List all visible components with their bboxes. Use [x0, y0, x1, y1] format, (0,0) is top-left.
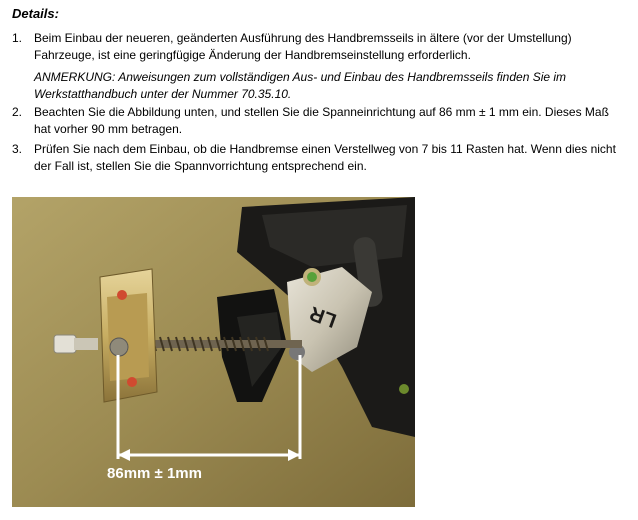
- list-item-1: [12, 30, 626, 103]
- list-item-3: [12, 141, 626, 175]
- item-number: 1.: [12, 31, 23, 45]
- measurement-label: 86mm ± 1mm: [107, 465, 202, 482]
- item-number: 3.: [12, 142, 23, 156]
- item-text: Beim Einbau der neueren, geänderten Ausführung des Handbremsseils in ältere (vor der Umstellung) Fahrzeuge, ist eine geringfügige Änderung der Handbremseinstellung erforderlich.: [34, 31, 572, 62]
- part-marking: LR: [306, 301, 340, 332]
- details-heading: Details:: [12, 6, 59, 21]
- item-text: Beachten Sie die Abbildung unten, und stellen Sie die Spanneinrichtung auf 86 mm ± 1 mm ein. Dieses Maß hat vorher 90 mm betragen.: [34, 105, 609, 136]
- handbrake-photo: [12, 197, 415, 507]
- item-number: 2.: [12, 105, 23, 119]
- item-note: ANMERKUNG: Anweisungen zum vollständigen Aus- und Einbau des Handbremsseils finden Sie im Werkstatthandbuch unter der Nummer 70.35.10.: [34, 70, 567, 101]
- list-item-2: [12, 104, 626, 138]
- item-text: Prüfen Sie nach dem Einbau, ob die Handbremse einen Verstellweg von 7 bis 11 Rasten hat. Wenn dies nicht der Fall ist, stellen Sie die Spannvorrichtung entsprechend ein.: [34, 142, 616, 173]
- handbrake-illustration: [12, 197, 415, 507]
